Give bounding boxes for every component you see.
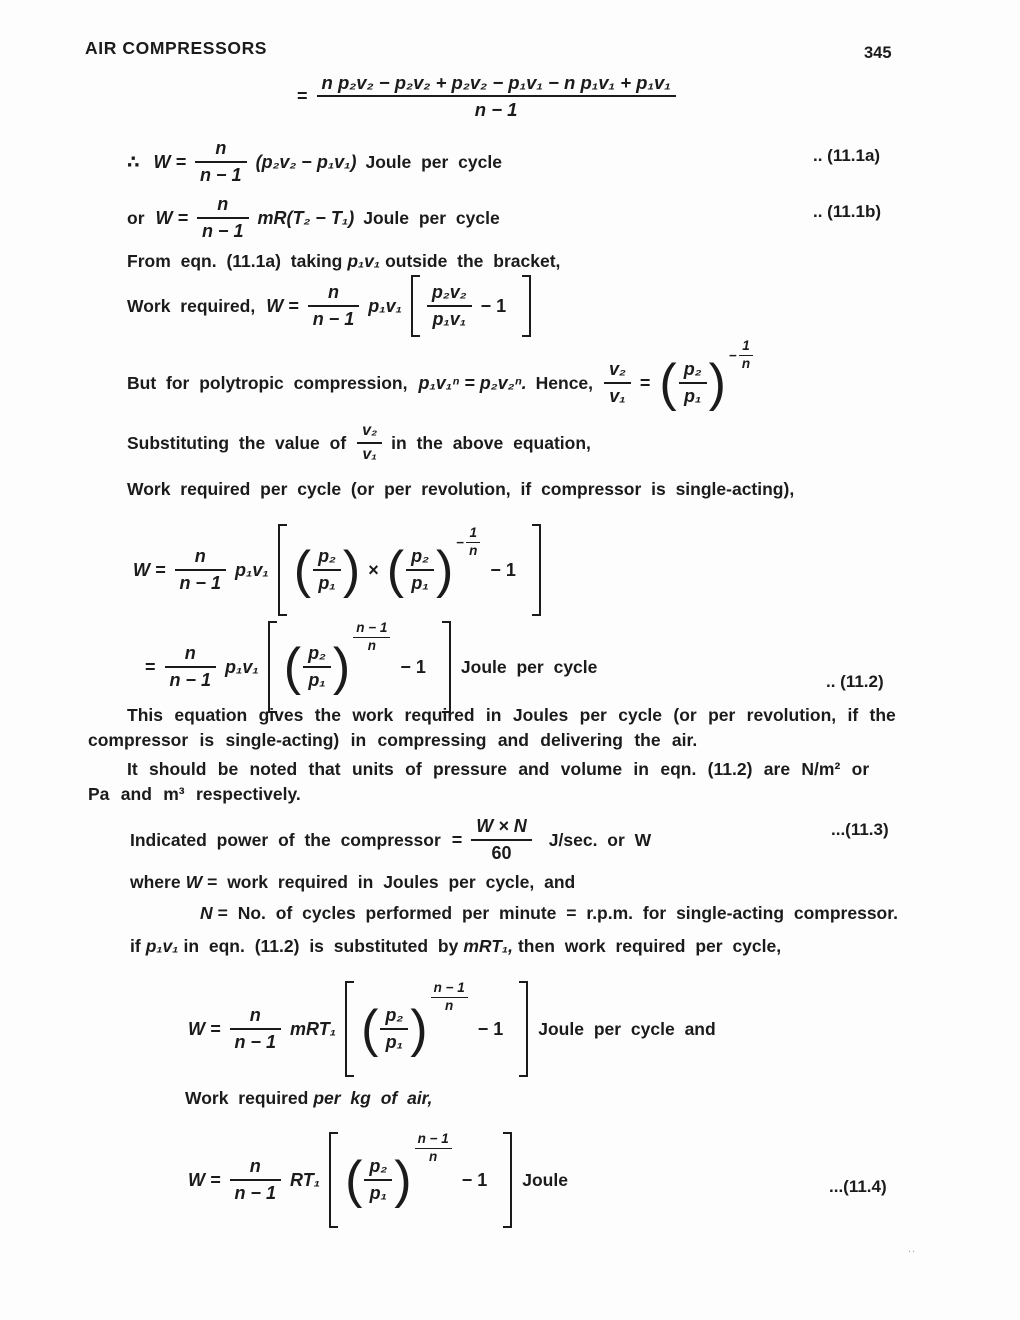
- running-header: AIR COMPRESSORS: [85, 38, 268, 58]
- math-term: p₁v₁: [347, 251, 381, 271]
- fraction-numerator: n: [308, 282, 360, 307]
- lhs: W =: [188, 1169, 221, 1190]
- math-term: N: [200, 903, 213, 923]
- text: where: [130, 872, 181, 892]
- text: then work required per cycle,: [517, 936, 782, 956]
- unit-text: Joule per cycle: [460, 656, 598, 677]
- tail-term: − 1: [400, 656, 426, 677]
- equals-sign: =: [145, 656, 156, 677]
- equation-work-required: [127, 275, 531, 337]
- volume-ratio-fraction: [357, 422, 382, 465]
- fraction-numerator: v₂: [357, 422, 382, 444]
- fraction-numerator: p₂: [380, 1005, 408, 1030]
- text: Work required: [185, 1088, 309, 1108]
- pressure-fraction: [303, 643, 331, 690]
- text-line-from-eqn: [127, 251, 565, 272]
- fraction-numerator: n − 1: [431, 981, 468, 998]
- text: = No. of cycles performed per minute = r.p.m. for single-acting compressor.: [217, 903, 898, 923]
- fraction: [197, 194, 249, 241]
- fraction-denominator: n: [367, 637, 376, 653]
- fraction-numerator: W × N: [471, 816, 532, 841]
- line-if-substituted: [130, 936, 786, 957]
- scan-artifact-mark: ..: [908, 1243, 917, 1255]
- exponent-minus: −: [456, 534, 465, 550]
- fraction-numerator: n − 1: [415, 1132, 452, 1149]
- exponent: [729, 339, 753, 372]
- fraction: [230, 1156, 282, 1203]
- lhs: W =: [133, 559, 166, 580]
- pressure-ratio-group: ( $\frac{\text{p₂}}{\text{p₁}}$ ): [361, 1000, 428, 1058]
- fraction-numerator: 1: [466, 526, 480, 543]
- text: outside the bracket,: [385, 251, 561, 271]
- italic-text: per kg of air,: [313, 1088, 433, 1108]
- left-bracket: [329, 1132, 338, 1228]
- equation-number-11-1b: .. (11.1b): [813, 202, 882, 221]
- coefficient: p₁v₁: [225, 656, 259, 677]
- fraction-denominator: p₁: [684, 386, 702, 406]
- fraction: [317, 72, 676, 121]
- lead-word: or: [127, 207, 145, 228]
- right-bracket: [519, 981, 528, 1077]
- exponent: [431, 981, 468, 1014]
- unit-text: Joule per cycle: [365, 151, 502, 172]
- fraction-numerator: n: [230, 1156, 282, 1181]
- pressure-ratio-group: ( $\frac{\text{p₂}}{\text{p₁}}$ ): [283, 638, 351, 696]
- coefficient: RT₁: [290, 1169, 321, 1190]
- fraction: [165, 643, 217, 690]
- left-bracket: [345, 981, 354, 1077]
- tail-term: − 1: [490, 559, 516, 580]
- text: if: [130, 936, 141, 956]
- fraction-numerator: n − 1: [353, 621, 390, 638]
- left-bracket: [278, 524, 287, 616]
- math-term: p₁v₁ⁿ = p₂v₂ⁿ.: [418, 372, 527, 393]
- fraction-denominator: n − 1: [234, 1032, 277, 1052]
- fraction-denominator: n: [741, 355, 751, 371]
- fraction-numerator: p₂: [364, 1156, 392, 1181]
- exponent-fraction: [415, 1132, 452, 1165]
- right-bracket: [522, 275, 531, 337]
- label: Work required,: [127, 295, 256, 316]
- exponent-fraction: [466, 526, 480, 559]
- text: But for polytropic compression,: [127, 372, 408, 393]
- tail-term: − 1: [477, 1018, 504, 1039]
- fraction-denominator: p₁: [385, 1032, 403, 1052]
- equation-11-4: [188, 1132, 568, 1228]
- math-term: W: [185, 872, 203, 892]
- fraction-numerator: v₂: [604, 359, 631, 384]
- text: Substituting the value of: [127, 432, 347, 453]
- line-work-per-kg: [185, 1088, 432, 1109]
- exponent-fraction: [739, 339, 753, 372]
- pressure-ratio-group: ( $\frac{\text{p₂}}{\text{p₁}}$ ): [345, 1151, 412, 1209]
- equation-expansion: [297, 72, 685, 121]
- fraction-denominator: n: [469, 542, 478, 558]
- unit-text: Joule per cycle and: [538, 1018, 716, 1039]
- fraction-numerator: n: [197, 194, 249, 219]
- paragraph-units-line1: It should be noted that units of pressure and volume in eqn. (11.2) are N/m² or: [127, 759, 870, 779]
- pressure-fraction: [313, 546, 341, 593]
- line-substituting: [127, 419, 591, 467]
- fraction-denominator: n − 1: [169, 670, 212, 690]
- equation-number-11-4: ...(11.4): [829, 1177, 887, 1196]
- volume-ratio-fraction: [604, 359, 631, 406]
- times-sign: ×: [368, 559, 379, 580]
- paragraph-this-equation-line1: This equation gives the work required in Joules per cycle (or per revolution, if the: [127, 705, 896, 725]
- fraction-numerator: p₂: [313, 546, 341, 571]
- fraction-denominator: n − 1: [312, 309, 355, 329]
- therefore-symbol: ∴: [127, 151, 140, 172]
- unit-text: Joule: [522, 1169, 568, 1190]
- fraction-denominator: p₁v₁: [432, 309, 467, 329]
- lhs: W =: [155, 207, 189, 228]
- fraction-denominator: p₁: [308, 670, 326, 690]
- fraction-denominator: p₁: [369, 1183, 387, 1203]
- fraction-denominator: 60: [491, 843, 512, 863]
- fraction-numerator: n: [195, 138, 247, 163]
- fraction-numerator: n: [175, 546, 227, 571]
- pressure-fraction: [679, 359, 707, 406]
- equation-number-11-3: ...(11.3): [831, 820, 889, 839]
- equation-body: (p₂v₂ − p₁v₁): [255, 151, 357, 172]
- fraction-numerator: n: [165, 643, 217, 668]
- equals-sign: =: [639, 372, 651, 393]
- equation-11-3: [130, 814, 651, 866]
- exponent: [456, 526, 480, 559]
- coefficient: p₁v₁: [368, 295, 402, 316]
- equation-body: mR(T₂ − T₁): [257, 207, 355, 228]
- fraction-numerator: n: [230, 1005, 282, 1030]
- fraction-denominator: p₁: [318, 573, 336, 593]
- text: Indicated power of the compressor: [130, 829, 441, 850]
- left-bracket: [268, 621, 277, 713]
- math-term: mRT₁,: [463, 936, 513, 956]
- lhs: W =: [188, 1018, 221, 1039]
- text: = work required in Joules per cycle, and: [207, 872, 576, 892]
- tail-term: − 1: [461, 1169, 488, 1190]
- line-work-per-cycle: Work required per cycle (or per revolution, if compressor is single-acting),: [127, 479, 795, 499]
- fraction-denominator: n − 1: [200, 165, 242, 185]
- exponent-fraction: [431, 981, 468, 1014]
- exponent-fraction: [353, 621, 390, 654]
- fraction-denominator: n: [445, 997, 454, 1013]
- fraction-denominator: n: [429, 1148, 438, 1164]
- pressure-ratio-group: ( $\frac{\text{p₂}}{\text{p₁}}$ ): [386, 541, 454, 599]
- equals-sign: =: [297, 85, 308, 106]
- text: in eqn. (11.2) is substituted by: [183, 936, 459, 956]
- lhs: W =: [153, 151, 187, 172]
- pressure-fraction: [380, 1005, 408, 1052]
- fraction: [230, 1005, 282, 1052]
- fraction-denominator: v₁: [609, 386, 626, 406]
- fraction-denominator: p₁: [411, 573, 429, 593]
- right-bracket: [442, 621, 451, 713]
- paragraph-this-equation-line2: compressor is single-acting) in compressing and delivering the air.: [88, 730, 698, 750]
- fraction-denominator: v₁: [362, 446, 377, 463]
- fraction-numerator: p₂: [303, 643, 331, 668]
- coefficient: p₁v₁: [235, 559, 269, 580]
- math-term: p₁v₁: [145, 936, 179, 956]
- pressure-fraction: [406, 546, 434, 593]
- inner-fraction: [427, 282, 472, 329]
- fraction-denominator: n − 1: [474, 99, 518, 121]
- paragraph-units-line2: Pa and m³ respectively.: [88, 784, 301, 804]
- exponent: [415, 1132, 452, 1165]
- line-polytropic: [127, 337, 763, 412]
- left-bracket: [411, 275, 420, 337]
- equation-11-2: [145, 621, 597, 713]
- page-number: 345: [864, 44, 892, 62]
- exponent-minus: −: [728, 347, 737, 363]
- fraction-numerator: p₂: [406, 546, 434, 571]
- unit-text: J/sec. or W: [548, 829, 652, 850]
- fraction-denominator: n − 1: [234, 1183, 277, 1203]
- equation-combined: [133, 524, 541, 616]
- coefficient: mRT₁: [290, 1018, 337, 1039]
- pressure-fraction: [364, 1156, 392, 1203]
- line-n-definition: [200, 903, 903, 924]
- equals-sign: =: [451, 829, 463, 850]
- fraction: [175, 546, 227, 593]
- fraction: [308, 282, 360, 329]
- fraction-denominator: n − 1: [179, 573, 222, 593]
- fraction-numerator: p₂v₂: [427, 282, 472, 307]
- fraction: [195, 138, 247, 185]
- fraction-denominator: n − 1: [202, 221, 244, 241]
- equation-number-11-1a: .. (11.1a): [813, 146, 881, 165]
- equation-number-11-2: .. (11.2): [826, 672, 884, 691]
- pressure-ratio-group: ( $\frac{\text{p₂}}{\text{p₁}}$ ): [659, 354, 726, 412]
- exponent: [353, 621, 390, 654]
- right-bracket: [532, 524, 541, 616]
- fraction: [471, 816, 532, 863]
- pressure-ratio-group: ( $\frac{\text{p₂}}{\text{p₁}}$ ): [293, 541, 361, 599]
- text: Hence,: [535, 372, 594, 393]
- fraction-numerator: p₂: [679, 359, 707, 384]
- equation-11-1b: [127, 191, 500, 245]
- text: From eqn. (11.1a) taking: [127, 251, 343, 271]
- text: in the above equation,: [391, 432, 591, 453]
- right-bracket: [503, 1132, 512, 1228]
- line-where: [130, 872, 580, 893]
- fraction-numerator: 1: [739, 339, 753, 356]
- unit-text: Joule per cycle: [363, 207, 500, 228]
- equation-mrt1: [188, 981, 716, 1077]
- equation-11-1a: [127, 135, 502, 189]
- lhs: W =: [266, 295, 299, 316]
- tail-term: − 1: [480, 295, 507, 316]
- fraction-numerator: n p₂v₂ − p₂v₂ + p₂v₂ − p₁v₁ − n p₁v₁ + p₁v₁: [317, 72, 676, 97]
